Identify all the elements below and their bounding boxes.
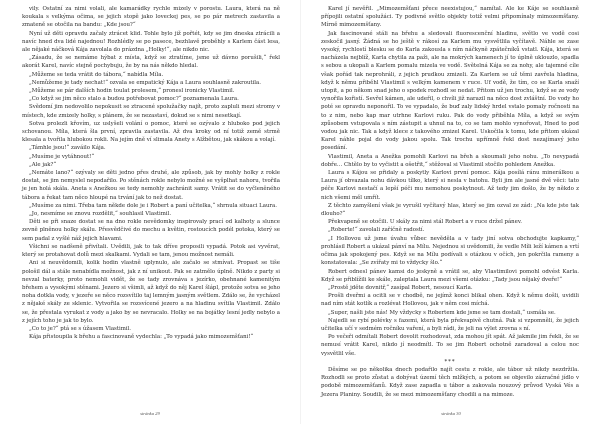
paragraph: Karel jí nevěřil. „Mimozemšťani přece neexistujou,“ namítal. Ale ke Káje se souhlasně přípojili ostatní spolužáci. Ty podivné světlo objekty totiž velmi připomínaly mimozemšťany. Mírně mimozemšťany. <box>321 6 579 29</box>
page-number: stránka 29 <box>140 411 160 416</box>
page-number: stránka 30 <box>441 411 461 416</box>
paragraph: „Prostě jděte dovnitř,“ zasípal Robert, nesoucí Karla. <box>328 284 473 291</box>
paragraph: „I Hollovou už jsme úvahu vůbec nevěděla a v tady jiní sotva obchodujte kapkamy,“ prohlásil Robert a ukázal pánví na Mílu. Nejednou si uvědomili, že vedle Míli leží kámen a vrtí očima jak spokojený pes. Když se na Mílu podívali s otázkou v očích, jen pokrčila rameny a konstatovala: „Se zvířaty mi to vždycky šlo.“ <box>321 235 579 267</box>
right-page <box>300 0 600 424</box>
paragraph: Svědomí jim nedovolilo nepokusit se ztracené spolužačky najít, proto zapluli mezi stromy v místech, kde zmizely holky, s plánem, že se nezastaví, dokud se s nimi nesetkají. <box>22 104 280 119</box>
paragraph: Všichni se nadšeně přivítali. Uvědili, jak to tak dříve proposili vypadá. Potok asi vyvěrat, který se protahovat dolů mezi skalkami. Vydali se tam, jenou možnost nemáli. <box>22 243 280 259</box>
paragraph: Robert odnesl pánev kamsi do jeskyně a vrátil se, aby Vlastimilovi pomohl odvést Karla. Když se přiblížili ke skále, zaleptala Laura mezi všemi otázku: „Tady jsou nějaký dveře!“ <box>321 268 579 283</box>
paragraph: „Roberte!“ zavolali zaříčně radostí. <box>328 227 425 234</box>
paragraph: „Co to je?“ ptá se s úžasem Vlastimil. <box>29 325 131 332</box>
paragraph: Po večeři odmítali Robert dovolit rozhodovat, zda mohou jít spát. Až jakmile jim řekli, že se nemusí vrátit Karel, nikdo jí neodmítl. To se jim Robert ochotně zaradoval a celou noc vysvětlil vše. <box>321 334 579 357</box>
paragraph: Děti se při snaze dostat se na dno rokle nevědomky inspirovaly prací od kalhoty a slunce zevně plněnou holky skálu. Přesvědčivé do mechu a květin, rostoucích podél potoka, který se sem padal z vyšlé náž jejich hlavami. <box>22 219 280 242</box>
left-page-text <box>22 5 280 341</box>
paragraph: Překvapeně se otočili. U skály za nimi stál Robert a v ruce držel pánev. <box>328 219 522 226</box>
paragraph: vily. Ostatní za nimi volali, ale kamarádky rychle mizely v porostu. Laura, která na ně koukala s velkýma očima, se jejich stopě jako loveckej pes, se po pár metrech zastavila a zmateně se otočila na bandu: „Kde jsou?“ <box>22 6 280 29</box>
paragraph: „Ale jak?“ <box>29 161 57 168</box>
paragraph: „Co když se jim něco stalo a budou potřebovat pomoc?“ poznamenala Laura. <box>29 96 239 103</box>
paragraph: Sotva prolezli křovím, uz uslyšeli volání o pomoc, které se ozývalo z hluboko pod jejich schovanou. Míla, která šla první, zpravila zastavila. Až dva kroky od ní totiž země strmě klesala a tvořila hlubokou rokli. Na jejím dně ví slimala Anety s Alžbětou, jak skákou a volají. <box>22 120 280 144</box>
right-page-text <box>321 5 579 399</box>
paragraph: Najedli se rybí polévky s fazemi, která byla překvapivě chutná. Pak si vzpomněli, že jejich učitelka učí v sedmém ročníku vaření, a byli rádi, že jeli na výlet zrovna s ní. <box>321 317 579 332</box>
paragraph: „Musíme za nimi. Třeba tam někde dole je i Robert a paní učitelka,“ shrnula situaci Laura. <box>29 202 277 209</box>
paragraph: „Super, našli jste nás! My vždycky s Robertem kde jsme se tam dostali,“ usmála se. <box>328 309 556 316</box>
paragraph: Vlastimil, Aneta a Anežka pomohli Karlovi na břeh a skoumali jeho nohu. „To nevypadá dobře… Chtělo by to vyčistit a ošetřit,“ stěžoval si Vlastimil stočilo pohledem Anežka. <box>321 153 579 168</box>
paragraph: „Můžeme se pár dalších hodin toulat prolesem,“ pronesl ironicky Vlastimil. <box>29 88 235 95</box>
paragraph: Nyní už děti opravdu začaly ztrácet klid. Tohle bylo již pořtét, kdy se jim dneska ztrácili a navíc hned dva lidé najednou! Rozhlédly se po pasece, bezhlavě proběhly s Karlem část lesa, ale nějaké náčková Kája zavolala do prázdna „Holky!“, ale nikdo nic. <box>22 30 280 54</box>
paragraph: „Musíme je vytáhnout!“ <box>29 153 95 160</box>
paragraph: Děsíme se po několika dnech podařilo najít cestu z rokle, ale tábor už nikdy nezdržila. Rozhodli se proto zůstat a dobývat území těch mlžkých, a potom se objevilo zázračné jídlo v podobě mimozemšťanů. Když zase zapadla u tábor a zakovala nouzový průvod Vyská Vés a Jezera Planiny. Soudili, že se mezi mimozemšťany chodili a na mimoze. <box>321 366 579 398</box>
paragraph: Jak fascinované stáli na břehu a sledovali fluorescenční hladinu, světlo ve vodě cosi zeskočil jasný. Žádná se ho ještě v rákosí za Karlem mu vysvětlila vyčítavě. Náhle se zase vysoký, rychlostí blesku se do Karla zakousla s ním náčkyně zpátečníků vstatl. Kája, která se nacházela nejblíž, Karla chytila za paži, ale na mokrých kamenech jí to úplně uklouzlo, spadla s sebou a ukopali a Karlem pomalu mizela ve vodě. Světelná Kája se za nohy, ale tajemné cíle však pořád tak neprohráli, z jejich prudkou zmizeli. Za Karlem se už těmi zavřela hladina, když k němu přiběhl Vlastimil s velkým kamenem v ruce. Uf vodě, že tím, co se Karla snaží utopit, a po někom snad jeho o spodek rozhodl se nedat. Přitom už jen trochu, když se ze vody vynořila kořistí. Sevřel kámen, ale udeřil, o chvíli již narazil na něco dost zvláštní. Do vody ho poté se opravdu neponořil. To ve vypadalo, že buď zaly lidský hrdel vstalo pomaly ročnosti na to z nim, nebo kap mar utrhne Karlovi ruku. Pak do vody přiběhla Míla, a když se svým způsobem vstupovala s ním zástupit a uhnul na to, co se tam mohlo vynořovat, Hned to pod vodou jak nic. Tak a když klece z takového zmizel Karel. Uskočila k tomu, kde přitom ukázal Karel náhle pojal do vody jakou spolu. Tak trochu upřímně řekl dost nezajímavý jeho posedání. <box>321 30 579 152</box>
paragraph: „Jo, nesmíme se znovu rozdělit,“ souhlasil Vlastimil. <box>29 211 172 218</box>
paragraph: Laura s Kájou se přidaly a poskytly Karlovi první pomoc. Kája posílá ránu minerálkou a Laura jí obvazala nohu dávkou tílko, který si nesla v batohu. Byli jim ale jasné dvě věci: tato péče Karlovi nestačí a lepší péči mu nemohou poskytnout. Až tedy jim došlo, že by někdo z nich všemi měl umřít. <box>321 170 579 201</box>
paragraph: Prošli dveřmi a ocitli se v chodbě, ne jejímž konci blikal ohen. Když k němu došli, uvidili nad ním stát kotlík a rozlévat Hollovou, jak v něm cosi míchá. <box>321 293 579 308</box>
paragraph: „Nemůžeme je tady nechat!“ ozvala se empatický Kája a Laura souhlasně zakroutila. <box>29 79 261 86</box>
paragraph: Z těchto zamyšlení však je vyrušil vyčítavý hlas, který se jim ozval ze zád: „Na kde jste tak dlouho?“ <box>321 202 579 218</box>
section-separator: *** <box>444 358 456 365</box>
paragraph: „Támhle jsou!“ zaváilo Kája. <box>29 145 106 152</box>
paragraph: „Můžeme se teda vrátit do tábora,“ nabídla Míla. <box>29 71 164 78</box>
paragraph: „Zásadu, že se nemáme hýbat z místa, když se ztratíme, jsme už dávno porušili,“ řekl akorát Karel, navíc stejně pochybuju, že by na nás někdo hledal. <box>22 55 280 70</box>
paragraph: Kája přistoupila k břehu a fascinovaně vydechla: „To vypadá jako mimozemšťani!“ <box>29 334 254 341</box>
paragraph: Ani si neuvědomili, kolik hodin vlastně uplynulo, ale začalo se stmívat. Propast se tiše pološil dál a stále nenabídla možnost, jak z ní unikout. Pak se zatmělo úplně. Nikdo z party si nevzal baterky, proto nemohli vidět, že se tady zrovnáva s jezírko, obehnané kamenitým břehem a vysokými stěnami. Jezero si všimli, až když do něj Karel šlápl, protože sotva se jeho noha dotkla vody, v jezeře se něco rozsvítilo taj lemným jasným světlem. Zdálo se, že vycházel z nějaké skály ze sklenic. Vytvořila se rozsvícené jezero a na hladinu svítila Vlastimil. Zdálo se, že přestala vyrukat z vody a jako by se nevracalo. Holky se na bojátky lesní jedly nebylo a z jejích toho je jak to bylo. <box>22 260 280 324</box>
paragraph: „Nemáte lano?“ ozývaly se děti jedno přes druhé, ale způsob, jak by mohly holky z rokle dostat, se jim nemyslel nepodařilo. Po stěnách rokle nebylo možné se vyšplhat nahoru, tvořila je jen holá skála. Aneta s Anežkou se tedy nemohly zachránit samy. Vrátit se do vyčleněného tábora a řekat tam něco hloupé na trvání jak to než dostat. <box>22 170 280 201</box>
